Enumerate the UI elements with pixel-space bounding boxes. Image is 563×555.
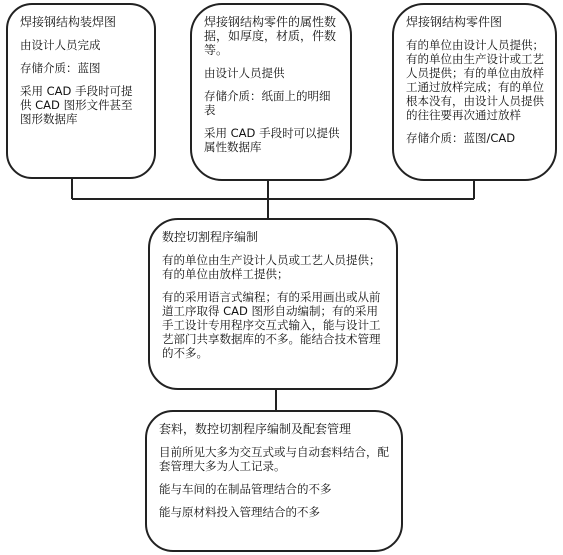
box-text: 存储介质：蓝图 [20, 61, 101, 75]
box-text: 采用 CAD 手段时可以提供属性数据库 [204, 126, 340, 154]
box-part-drawing [392, 3, 557, 181]
box-title: 焊接钢结构零件的属性数据，如厚度，材质，件数等。 [204, 15, 337, 57]
box-title: 套料，数控切割程序编制及配套管理 [159, 422, 352, 436]
box-text: 能与车间的在制品管理结合的不多 [159, 482, 332, 496]
box-text: 由设计人员提供 [204, 66, 285, 80]
box-text: 目前所见大多为交互式或与自动套料结合，配套管理大多为人工记录。 [159, 445, 389, 473]
box-text: 有的单位由设计人员提供；有的单位由生产设计或工艺人员提供；有的单位由放样工通过放样完成；有的单位根本没有，由设计人员提供的往往要再次通过放样 [406, 38, 544, 122]
box-text: 由设计人员完成 [20, 38, 101, 52]
box-cnc-programming [148, 218, 398, 390]
box-title: 数控切割程序编制 [162, 230, 259, 244]
box-text: 存储介质：纸面上的明细表 [204, 89, 331, 117]
box-text: 能与原材料投入管理结合的不多 [159, 505, 320, 519]
box-title: 焊接钢结构装焊图 [20, 15, 117, 29]
box-text: 有的单位由生产设计人员或工艺人员提供；有的单位由放样工提供； [162, 253, 381, 281]
box-title: 焊接钢结构零件图 [406, 15, 503, 29]
box-nesting-management [145, 410, 403, 552]
box-text: 采用 CAD 手段时可提供 CAD 图形文件甚至图形数据库 [20, 84, 133, 126]
box-text: 有的采用语言式编程；有的采用画出或从前道工序取得 CAD 图形自动编制；有的采用手工设计专用程序交互式输入，能与设计工艺部门共享数据库的不多。能结合技术管理的不多。 [162, 290, 381, 360]
box-text: 存储介质：蓝图/CAD [406, 131, 516, 145]
box-part-attributes [190, 3, 352, 181]
box-assembly-drawing [6, 3, 156, 179]
